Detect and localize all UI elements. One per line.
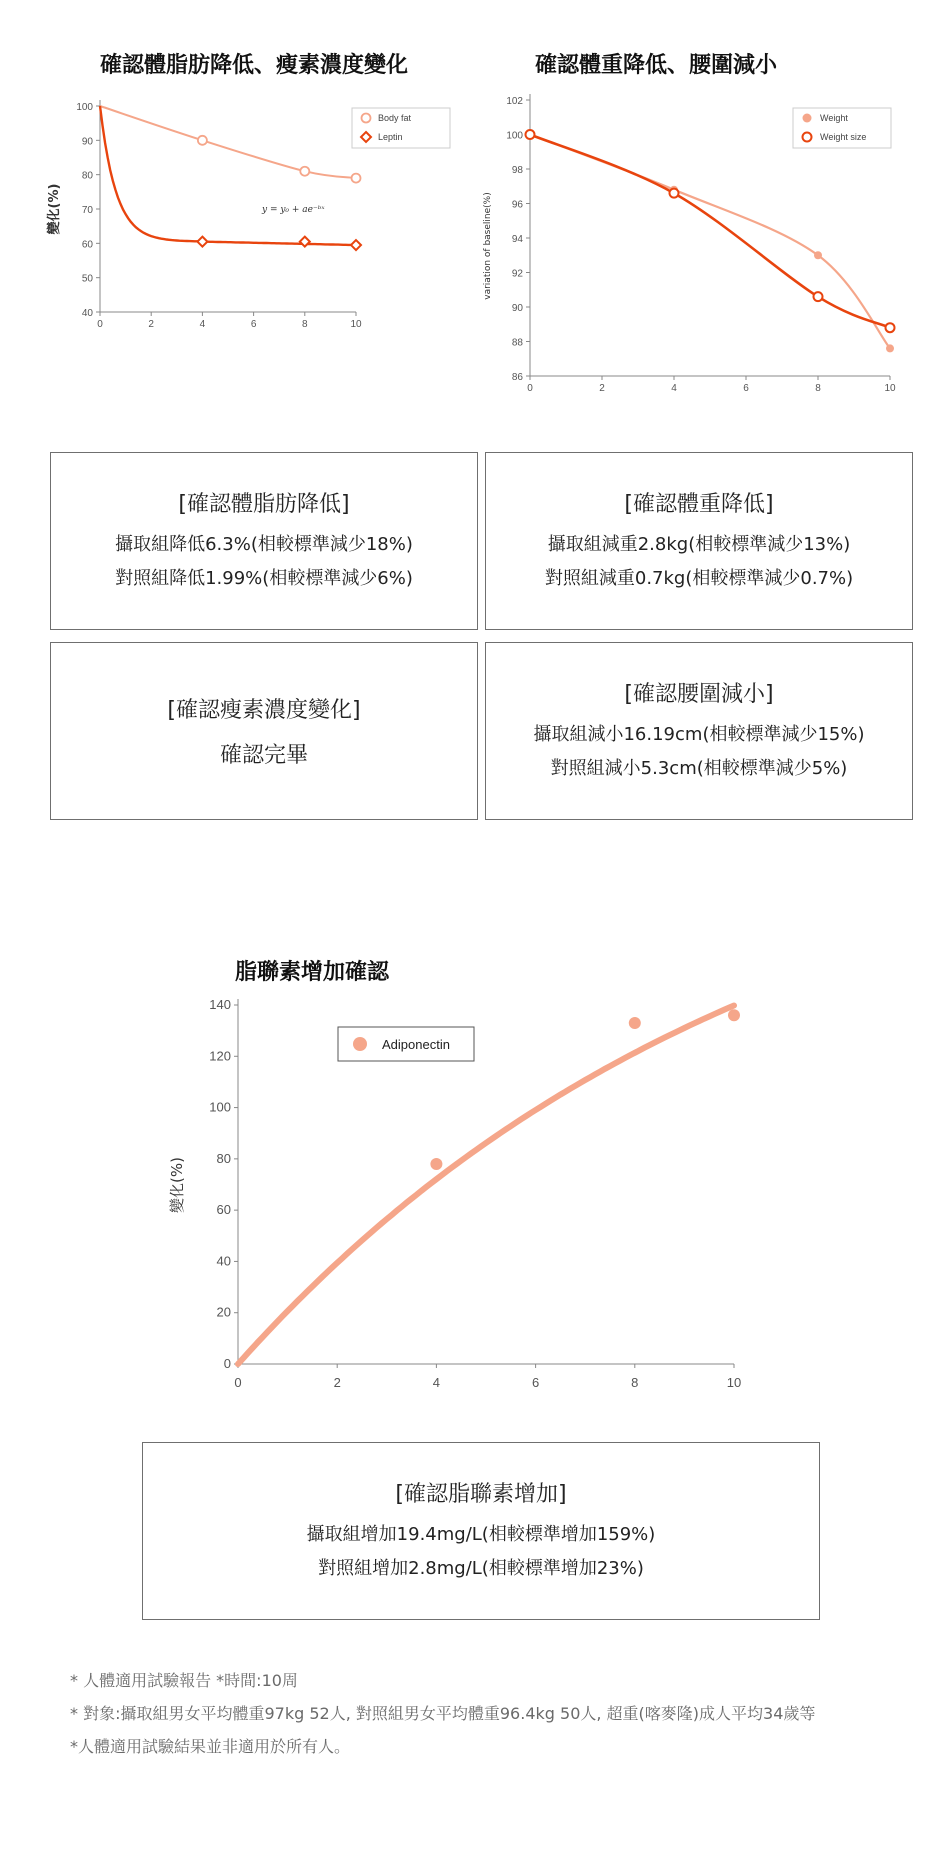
x-tick-label: 8 xyxy=(302,319,308,330)
weight-point xyxy=(814,251,822,259)
legend-body-fat-label: Body fat xyxy=(378,113,412,123)
adiponectin-trend-curve xyxy=(238,1006,734,1365)
series-line-weight-size xyxy=(530,135,890,328)
y-tick-label: 100 xyxy=(209,1099,231,1115)
body-fat-box-line2: 對照組降低1.99%(相較標準減少6%) xyxy=(115,567,413,589)
y-tick-label: 98 xyxy=(511,165,523,176)
adiponectin-point xyxy=(629,1017,641,1029)
series-line-leptin xyxy=(100,106,356,245)
y-axis-label: 變化(%) xyxy=(47,183,62,235)
weight-waist-chart xyxy=(480,86,920,406)
waist-result-box xyxy=(485,642,913,820)
y-tick-label: 94 xyxy=(511,234,523,245)
x-tick-label: 0 xyxy=(527,383,533,394)
y-tick-label: 90 xyxy=(81,136,93,148)
y-tick-label: 20 xyxy=(216,1304,231,1320)
legend-weight-label: Weight xyxy=(820,113,848,123)
x-tick-label: 2 xyxy=(148,319,154,330)
chart3-title: 脂聯素增加確認 xyxy=(235,960,390,985)
y-tick-label: 100 xyxy=(506,130,523,142)
x-tick-label: 6 xyxy=(250,319,257,330)
leptin-point xyxy=(197,237,207,247)
series-line-body-fat xyxy=(100,106,356,178)
y-tick-label: 70 xyxy=(81,205,93,216)
adiponectin-point xyxy=(430,1158,442,1170)
adiponectin-point xyxy=(728,1009,740,1021)
waist-box-line1: 攝取組減小16.19cm(相較標準減少15%) xyxy=(533,723,865,745)
y-tick-label: 120 xyxy=(209,1048,231,1064)
y-axis-label: 變化(%) xyxy=(168,1157,186,1213)
y-tick-label: 60 xyxy=(216,1202,231,1218)
weight-size-point xyxy=(526,130,535,139)
x-tick-label: 0 xyxy=(234,1375,242,1390)
leptin-box-result: 確認完畢 xyxy=(219,743,308,768)
x-tick-label: 8 xyxy=(815,383,821,394)
footnote-3: *人體適用試驗結果並非適用於所有人。 xyxy=(70,1737,351,1756)
legend-weight-marker xyxy=(803,114,812,123)
y-axis-label: variation of baseline(%) xyxy=(483,192,493,300)
y-tick-label: 88 xyxy=(511,337,523,349)
x-tick-label: 2 xyxy=(599,383,605,394)
legend-weight-size-marker xyxy=(803,133,812,142)
y-tick-label: 60 xyxy=(81,239,93,251)
chart1-title: 確認體脂肪降低、瘦素濃度變化 xyxy=(100,53,409,78)
waist-box-line2: 對照組減小5.3cm(相較標準減少5%) xyxy=(550,757,848,779)
body-fat-point xyxy=(352,174,361,183)
weight-result-box xyxy=(485,452,913,630)
y-tick-label: 92 xyxy=(511,268,523,280)
leptin-result-box xyxy=(50,642,478,820)
x-tick-label: 6 xyxy=(531,1375,540,1390)
x-tick-label: 10 xyxy=(726,1375,742,1390)
x-tick-label: 4 xyxy=(432,1375,441,1390)
y-tick-label: 140 xyxy=(209,997,231,1012)
leptin-box-title: [確認瘦素濃度變化] xyxy=(167,698,361,723)
weight-box-title: [確認體重降低] xyxy=(624,491,774,517)
y-tick-label: 0 xyxy=(223,1356,231,1371)
weight-size-point xyxy=(886,323,895,332)
y-tick-label: 80 xyxy=(216,1150,231,1166)
x-tick-label: 10 xyxy=(884,383,896,394)
body-fat-result-box xyxy=(50,452,478,630)
x-tick-label: 0 xyxy=(97,319,103,330)
legend-adiponectin-label: Adiponectin xyxy=(382,1037,450,1052)
adiponectin-box-line1: 攝取組增加19.4mg/L(相較標準增加159%) xyxy=(306,1523,656,1545)
adiponectin-chart xyxy=(160,995,780,1415)
y-tick-label: 100 xyxy=(76,102,93,113)
y-tick-label: 102 xyxy=(506,96,523,107)
body-fat-point xyxy=(300,167,309,176)
x-tick-label: 6 xyxy=(743,383,749,394)
weight-box-line1: 攝取組減重2.8kg(相較標準減少13%) xyxy=(547,533,851,555)
x-tick-label: 8 xyxy=(631,1375,639,1390)
x-tick-label: 4 xyxy=(671,383,677,394)
body-fat-box-line1: 攝取組降低6.3%(相較標準減少18%) xyxy=(115,533,413,555)
leptin-point xyxy=(351,240,361,250)
legend-leptin-label: Leptin xyxy=(378,132,403,142)
adiponectin-box-line2: 對照組增加2.8mg/L(相較標準增加23%) xyxy=(318,1557,644,1579)
series-line-weight xyxy=(530,135,890,349)
legend-adiponectin-marker xyxy=(353,1037,367,1051)
equation-annotation: y = y₀ + ae⁻ᵇˣ xyxy=(262,205,325,215)
adiponectin-box-title: [確認脂聯素增加] xyxy=(395,1481,567,1507)
chart2-title: 確認體重降低、腰圍減小 xyxy=(535,53,778,78)
legend-weight-size-label: Weight size xyxy=(820,132,867,142)
y-tick-label: 86 xyxy=(511,372,523,383)
y-tick-label: 40 xyxy=(81,308,93,319)
footnote-1: * 人體適用試驗報告 *時間:10周 xyxy=(70,1671,298,1690)
weight-size-point xyxy=(670,189,679,198)
y-tick-label: 90 xyxy=(511,303,523,314)
weight-box-line2: 對照組減重0.7kg(相較標準減少0.7%) xyxy=(544,567,854,589)
legend-body-fat-marker xyxy=(362,114,371,123)
y-tick-label: 50 xyxy=(81,273,93,285)
footnote-2: * 對象:攝取組男女平均體重97kg 52人, 對照組男女平均體重96.4kg 50人, 超重(喀麥隆)成人平均34歲等 xyxy=(70,1704,816,1723)
weight-size-point xyxy=(814,292,823,301)
y-tick-label: 80 xyxy=(81,170,93,182)
body-fat-box-title: [確認體脂肪降低] xyxy=(178,491,350,517)
body-fat-point xyxy=(198,136,207,145)
adiponectin-result-box xyxy=(142,1442,820,1620)
y-tick-label: 40 xyxy=(216,1253,231,1269)
x-tick-label: 2 xyxy=(333,1375,341,1390)
weight-point xyxy=(886,344,894,352)
x-tick-label: 4 xyxy=(199,319,206,330)
y-tick-label: 96 xyxy=(511,199,523,211)
x-tick-label: 10 xyxy=(350,319,362,330)
body-fat-leptin-chart xyxy=(40,86,460,406)
waist-box-title: [確認腰圍減小] xyxy=(624,681,774,707)
